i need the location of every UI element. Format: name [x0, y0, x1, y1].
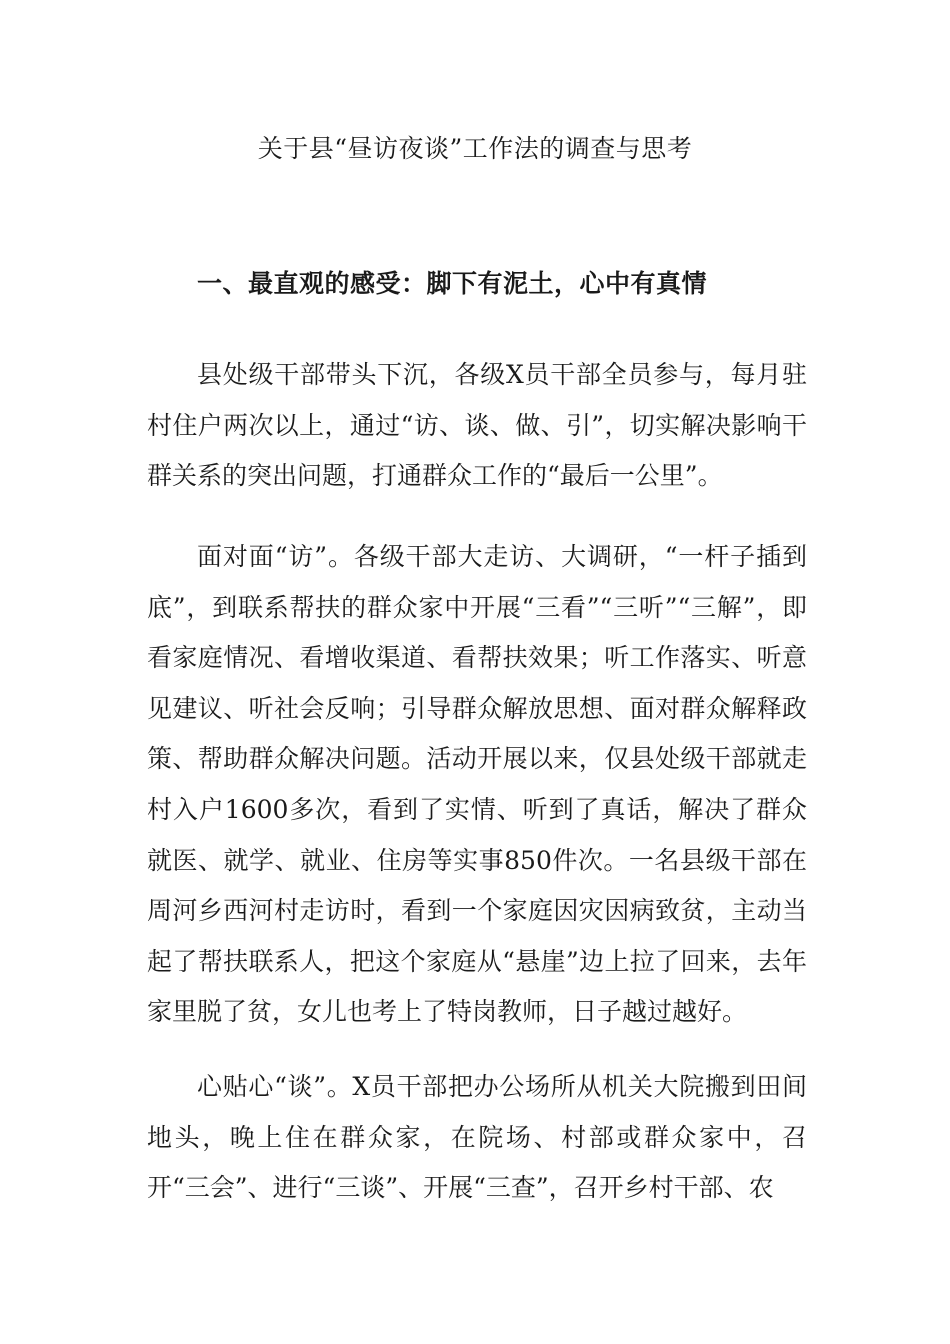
- paragraph: 心贴心“谈”。X员干部把办公场所从机关大院搬到田间地头，晚上住在群众家，在院场、村部或群众家中，召开“三会”、进行“三谈”、开展“三查”，召开乡村干部、农: [147, 1072, 807, 1203]
- paragraph: 面对面“访”。各级干部大走访、大调研，“一杆子插到底”，到联系帮扶的群众家中开展“三看”“三听”“三解”，即看家庭情况、看增收渠道、看帮扶效果；听工作落实、听意见建议、听社会反响；引导群众解放思想、面对群众解释政策、帮助群众解决问题。活动开展以来，仅县处级干部就走村入户1600多次，看到了实情、听到了真话，解决了群众就医、就学、就业、住房等实事850件次。一名县级干部在周河乡西河村走访时，看到一个家庭因灾因病致贫，主动当起了帮扶联系人，把这个家庭从“悬崖”边上拉了回来，去年家里脱了贫，女儿也考上了特岗教师，日子越过越好。: [147, 542, 807, 1027]
- section-heading: 一、最直观的感受：脚下有泥土，心中有真情: [197, 269, 708, 298]
- paragraph: 县处级干部带头下沉，各级X员干部全员参与，每月驻村住户两次以上，通过“访、谈、做、引”，切实解决影响干群关系的突出问题，打通群众工作的“最后一公里”。: [147, 360, 807, 491]
- document-title: 关于县“昼访夜谈”工作法的调查与思考: [257, 134, 693, 163]
